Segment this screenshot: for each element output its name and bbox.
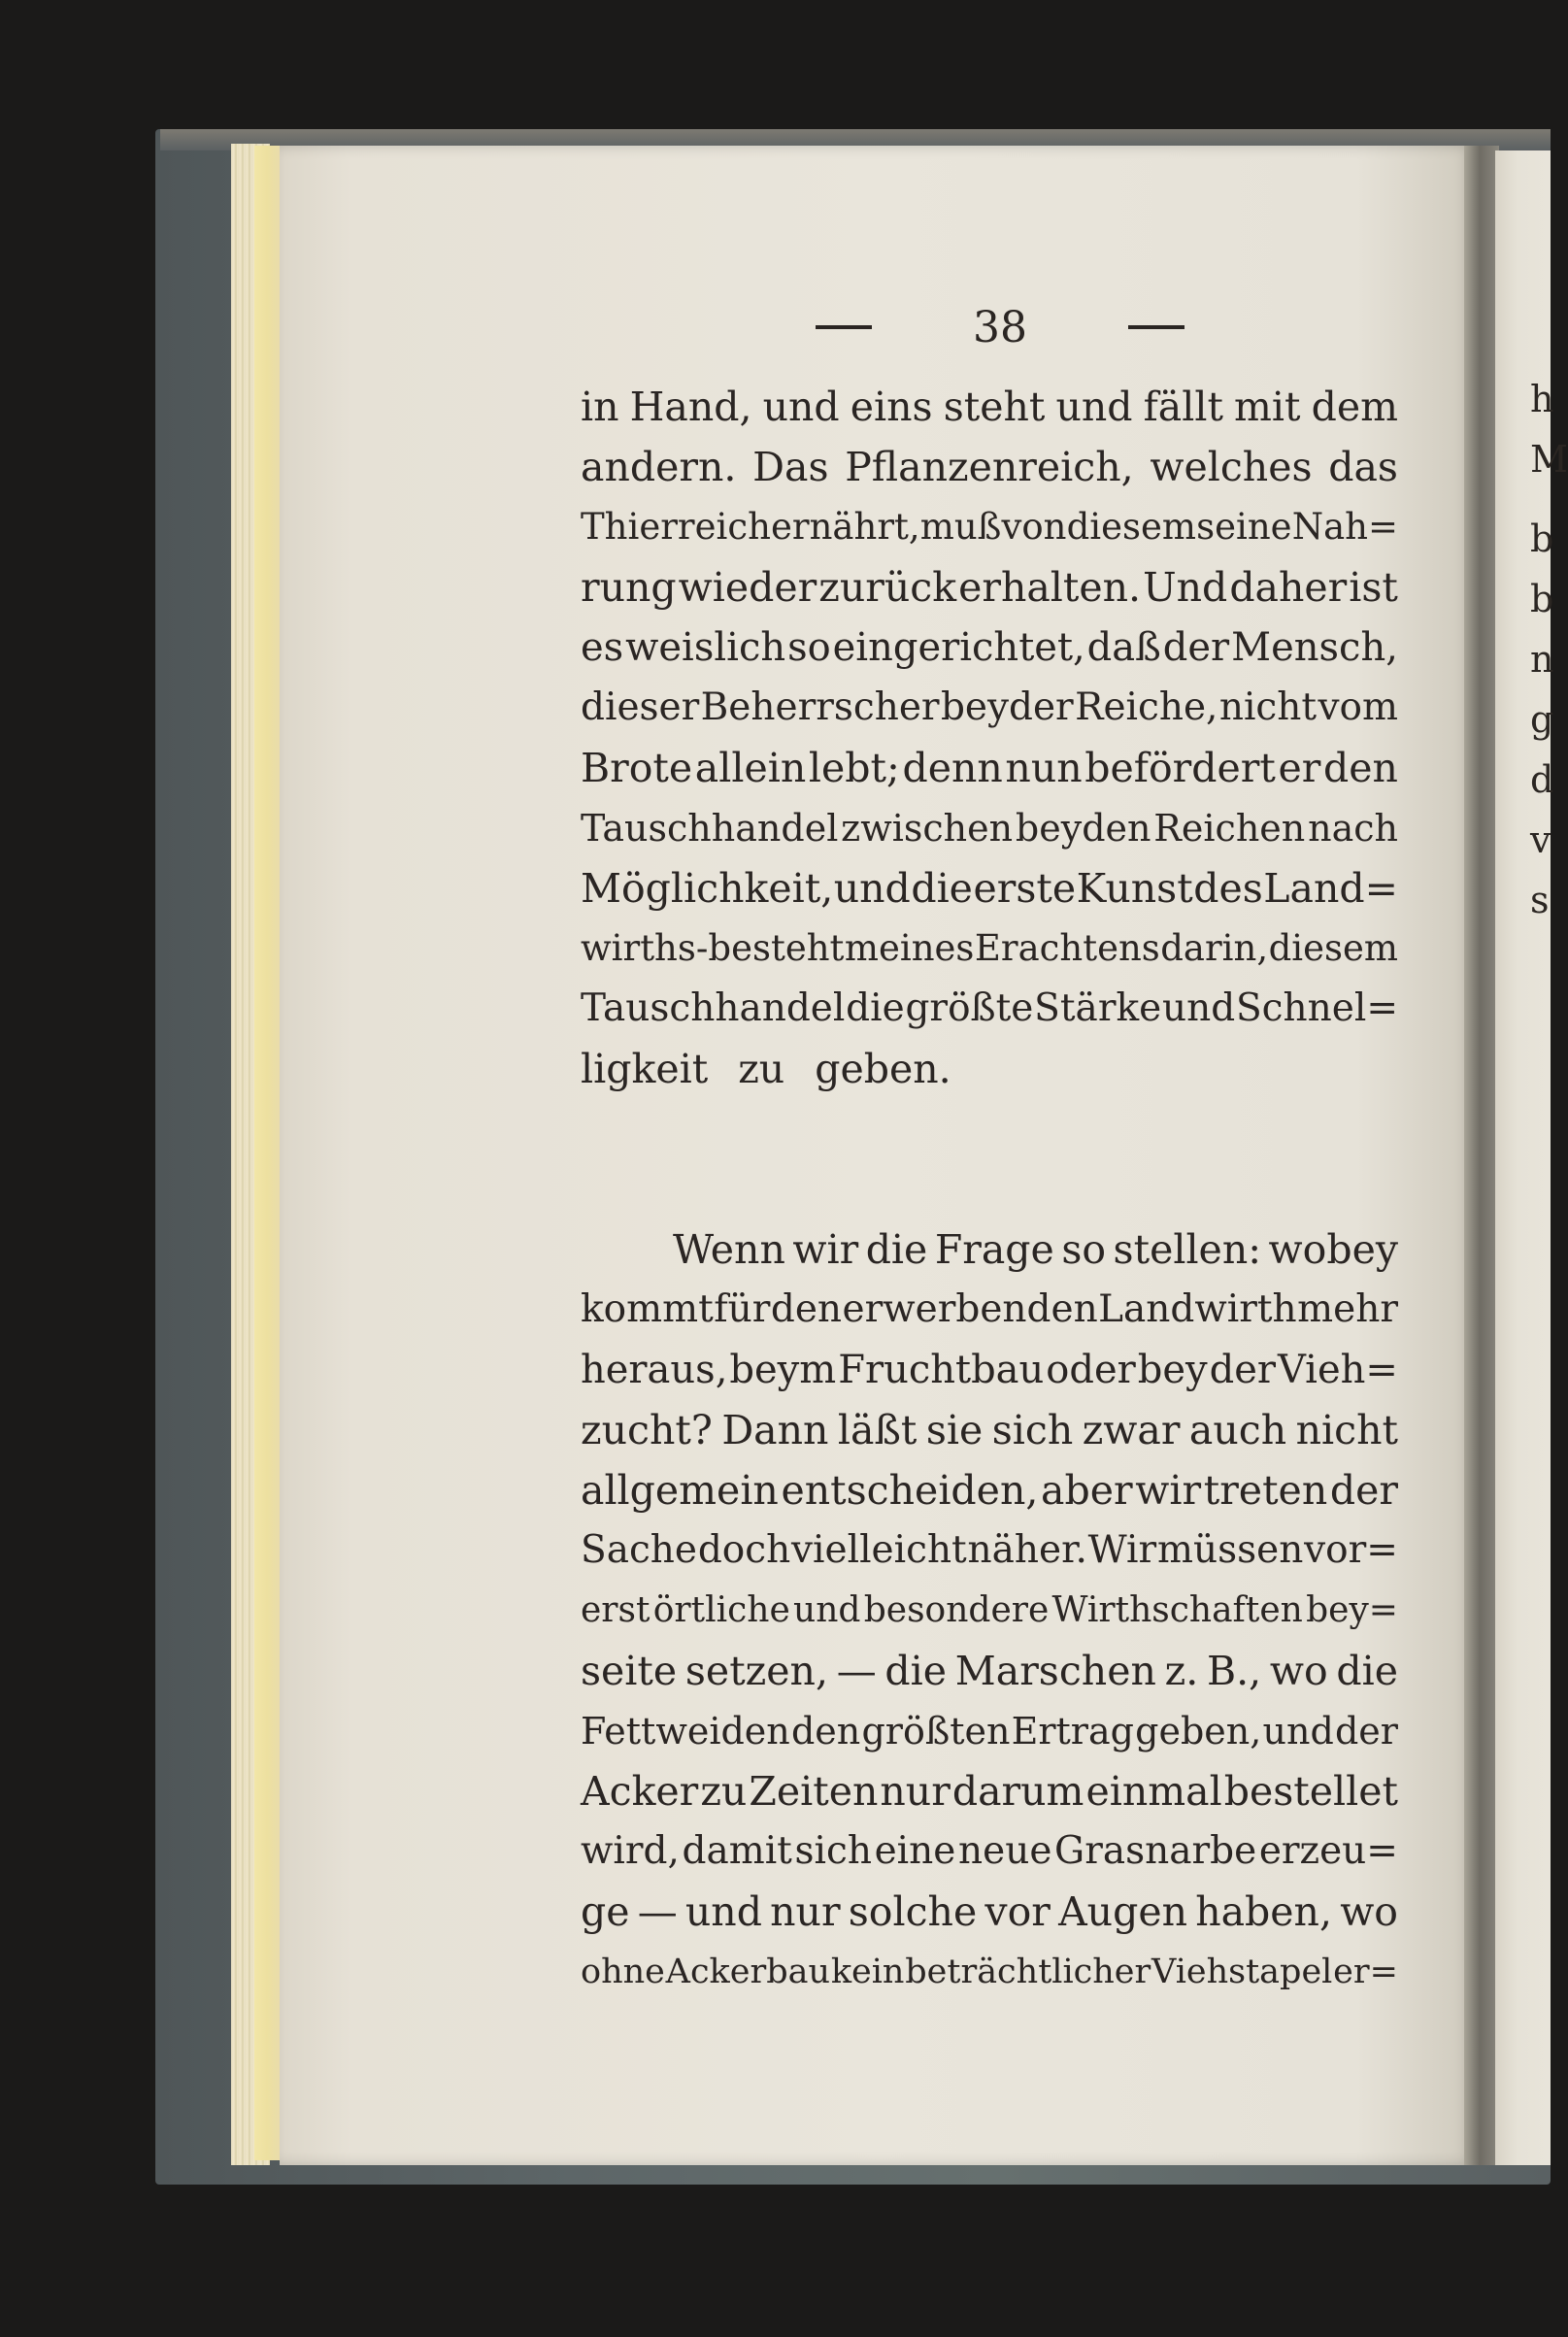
word: Tauschhandel: [581, 807, 839, 850]
word: Beherrscher: [700, 685, 940, 729]
text-line: [581, 437, 1398, 497]
word: wir: [1135, 1467, 1202, 1514]
word: ernährt,: [771, 506, 920, 548]
word: eingerichtet,: [832, 625, 1085, 670]
word: vor=: [1304, 1528, 1398, 1572]
page-header: [816, 293, 1184, 361]
fragment: h: [1530, 378, 1554, 420]
word: vom: [1318, 685, 1398, 729]
word: oder: [1046, 1348, 1136, 1392]
word: zwischen: [841, 807, 1014, 850]
word: —: [836, 1648, 877, 1694]
fragment: d: [1530, 758, 1554, 801]
word: Augen: [1058, 1888, 1187, 1935]
word: allgemein: [581, 1467, 779, 1514]
text-line: [581, 858, 1398, 918]
word: Ackerbau: [665, 1953, 831, 1991]
word: Land=: [1263, 865, 1398, 912]
word: den: [1323, 745, 1398, 791]
word: und: [1055, 384, 1133, 430]
word: eins: [850, 384, 933, 430]
word: erst: [581, 1590, 651, 1630]
word: sich: [794, 1829, 872, 1873]
word: Frage: [934, 1226, 1054, 1273]
word: diesem: [1268, 927, 1398, 969]
text-line: [581, 1340, 1398, 1400]
word: und: [762, 384, 840, 430]
text-line: [581, 1701, 1398, 1761]
word: auch: [1188, 1407, 1287, 1453]
word: wo: [1340, 1888, 1398, 1935]
text-line: [581, 1460, 1398, 1520]
text-line: [581, 918, 1398, 979]
word: und: [833, 865, 911, 912]
word: er=: [1333, 1953, 1398, 1991]
word: darum: [951, 1768, 1084, 1815]
word: befördert: [1084, 745, 1276, 791]
word: größte: [905, 986, 1034, 1030]
word: meines: [844, 927, 975, 969]
word: Ertrag: [1011, 1710, 1134, 1753]
word: von: [1001, 506, 1067, 548]
word: kein: [830, 1953, 905, 1991]
word: die: [865, 1226, 928, 1273]
word: Vieh=: [1277, 1348, 1398, 1392]
word: beyden: [1015, 807, 1151, 850]
word: doch: [697, 1528, 791, 1572]
word: Pflanzenreich,: [845, 444, 1134, 490]
word: und: [793, 1590, 861, 1630]
word: Reiche,: [1075, 685, 1218, 729]
word: vielleicht: [791, 1528, 967, 1572]
book-gutter: [1464, 146, 1499, 2165]
text-line: [581, 1520, 1398, 1581]
text-line: [581, 1882, 1398, 1942]
text-line: [581, 979, 1398, 1039]
word: sich: [991, 1407, 1074, 1453]
word: B.,: [1206, 1648, 1262, 1694]
word: Wenn: [673, 1226, 785, 1273]
word: den: [790, 1710, 861, 1753]
text-line: [581, 678, 1398, 738]
word: bey=: [1306, 1590, 1398, 1630]
word: Dann: [721, 1407, 829, 1453]
word: läßt: [837, 1407, 917, 1453]
word: haben,: [1195, 1888, 1332, 1935]
word: Zeiten: [749, 1768, 879, 1815]
facing-page-fragments: [1530, 369, 1568, 930]
word: treten: [1203, 1467, 1328, 1514]
word: die: [1336, 1648, 1398, 1694]
word: Tauschhandel: [581, 986, 846, 1030]
word: denn: [902, 745, 1003, 791]
word: erste: [973, 865, 1077, 912]
word: Erachtens: [974, 927, 1160, 969]
text-line: [581, 1641, 1398, 1701]
word: Grasnarbe: [1054, 1829, 1257, 1873]
word: erzeu=: [1258, 1829, 1398, 1873]
word: ge: [581, 1888, 630, 1935]
word: daß: [1086, 625, 1161, 670]
text-line: [581, 1821, 1398, 1882]
word: sie: [925, 1407, 984, 1453]
word: der: [1162, 625, 1230, 670]
word: darin,: [1160, 927, 1269, 969]
word: neue: [958, 1829, 1052, 1873]
word: geben,: [1135, 1710, 1262, 1753]
word: das: [1328, 444, 1398, 490]
word: Möglichkeit,: [581, 865, 834, 912]
word: wo: [1269, 1648, 1328, 1694]
word: —: [637, 1888, 678, 1935]
word: eine: [874, 1829, 956, 1873]
word: Fettweiden: [581, 1710, 790, 1753]
word: daher: [1229, 564, 1348, 611]
word: bey: [1137, 1348, 1208, 1392]
word: Stärke: [1034, 986, 1162, 1030]
word: steht: [943, 384, 1046, 430]
word: weislich: [625, 625, 786, 670]
word: er: [1278, 745, 1321, 791]
word: rung: [581, 564, 677, 611]
word: allein: [694, 745, 807, 791]
fragment: M: [1530, 438, 1568, 481]
word: Marschen: [954, 1648, 1156, 1694]
word: nach: [1308, 807, 1398, 850]
header-dash-left: [816, 325, 872, 329]
header-dash-right: [1128, 325, 1184, 329]
word: wird,: [581, 1829, 680, 1873]
word: Und: [1143, 564, 1228, 611]
text-line: ligkeit zu geben.: [581, 1046, 951, 1092]
text-line: [581, 1280, 1398, 1340]
text-line: [581, 377, 1398, 437]
word: ohne: [581, 1953, 665, 1991]
word: bestellet: [1223, 1768, 1398, 1815]
word: wieder: [678, 564, 817, 611]
word: nicht: [1295, 1407, 1398, 1453]
word: Wir: [1087, 1528, 1157, 1572]
word: welches: [1150, 444, 1313, 490]
word: fällt: [1143, 384, 1223, 430]
page-body: [581, 377, 1398, 2002]
word: z.: [1164, 1648, 1199, 1694]
word: mehr: [1297, 1287, 1398, 1331]
word: des: [1193, 865, 1263, 912]
word: wir: [792, 1226, 859, 1273]
word: einmal: [1085, 1768, 1222, 1815]
word: Brote: [581, 745, 693, 791]
word: örtliche: [652, 1590, 790, 1630]
word: entscheiden,: [781, 1467, 1039, 1514]
word: kommt: [581, 1287, 714, 1331]
word: Sache: [581, 1528, 698, 1572]
word: die: [884, 1648, 948, 1694]
word: die: [911, 865, 973, 912]
word: ist: [1349, 564, 1398, 611]
word: heraus,: [581, 1348, 728, 1392]
paragraph-gap: [581, 1099, 1398, 1219]
word: Fruchtbau: [838, 1348, 1045, 1392]
word: diesem: [1066, 506, 1197, 548]
word: größten: [861, 1710, 1011, 1753]
word: zwar: [1082, 1407, 1181, 1453]
word: dieser: [581, 685, 700, 729]
fragment: b: [1530, 578, 1554, 620]
word: setzen,: [684, 1648, 828, 1694]
page-number: 38: [973, 302, 1027, 352]
word: beym: [729, 1348, 837, 1392]
word: muß: [919, 506, 1002, 548]
text-line: [581, 738, 1398, 798]
word: der: [1209, 1348, 1276, 1392]
word: zurück: [818, 564, 957, 611]
fragment: g: [1530, 698, 1554, 741]
word: Schnel=: [1235, 986, 1398, 1030]
word: Mensch,: [1231, 625, 1398, 670]
text-line: [581, 618, 1398, 678]
word: Wirthschaften: [1051, 1590, 1303, 1630]
text-line: [581, 1400, 1398, 1460]
word: solche: [848, 1888, 978, 1935]
word: beyder: [940, 685, 1074, 729]
word: und: [684, 1888, 762, 1935]
text-line: [581, 1942, 1398, 2002]
word: seite: [581, 1648, 678, 1694]
word: und: [1161, 986, 1236, 1030]
fragment: v: [1530, 818, 1551, 861]
word: Thierreich: [581, 506, 771, 548]
word: und: [1262, 1710, 1334, 1753]
word: zu: [700, 1768, 748, 1815]
word: der: [1334, 1710, 1398, 1753]
fragment: n: [1530, 638, 1554, 681]
fragment: b: [1530, 517, 1554, 560]
word: nur: [770, 1888, 841, 1935]
word: nun: [1005, 745, 1083, 791]
word: Viehstapel: [1151, 1953, 1333, 1991]
word: erwerbenden: [842, 1287, 1098, 1331]
text-line: [581, 1581, 1398, 1641]
word: dem: [1311, 384, 1398, 430]
word: für: [714, 1287, 771, 1331]
word: vor: [984, 1888, 1051, 1935]
paragraph: [581, 1219, 1398, 2002]
text-line: [581, 798, 1398, 858]
word: Nah=: [1291, 506, 1398, 548]
word: es: [581, 625, 624, 670]
word: mit: [1234, 384, 1301, 430]
word: Hand,: [629, 384, 752, 430]
word: die: [846, 986, 905, 1030]
paragraph: [581, 377, 1398, 1099]
word: Reichen: [1153, 807, 1306, 850]
text-line: [581, 1761, 1398, 1821]
page-edges-gilt: [254, 146, 280, 2160]
word: Das: [752, 444, 829, 490]
word: erhalten.: [958, 564, 1142, 611]
word: andern.: [581, 444, 737, 490]
word: müssen: [1156, 1528, 1304, 1572]
word: besondere: [863, 1590, 1050, 1630]
word: so: [787, 625, 831, 670]
word: lebt;: [808, 745, 900, 791]
word: nicht: [1218, 685, 1318, 729]
word: Kunst: [1076, 865, 1193, 912]
word: wirths-besteht: [581, 927, 845, 969]
fragment: s: [1530, 879, 1550, 921]
word: beträchtlicher: [905, 1953, 1151, 1991]
word: Landwirth: [1098, 1287, 1297, 1331]
word: zucht?: [581, 1407, 713, 1453]
word: seine: [1196, 506, 1292, 548]
word: so: [1061, 1226, 1107, 1273]
word: den: [770, 1287, 843, 1331]
word: der: [1329, 1467, 1398, 1514]
word: in: [581, 384, 619, 430]
word: nur: [880, 1768, 951, 1815]
word: wobey: [1268, 1226, 1398, 1273]
text-line: [581, 557, 1398, 618]
word: näher.: [967, 1528, 1087, 1572]
text-line: [581, 497, 1398, 557]
word: damit: [682, 1829, 792, 1873]
word: Acker: [581, 1768, 699, 1815]
word: aber: [1041, 1467, 1133, 1514]
word: stellen:: [1113, 1226, 1262, 1273]
text-line: [581, 1219, 1398, 1280]
